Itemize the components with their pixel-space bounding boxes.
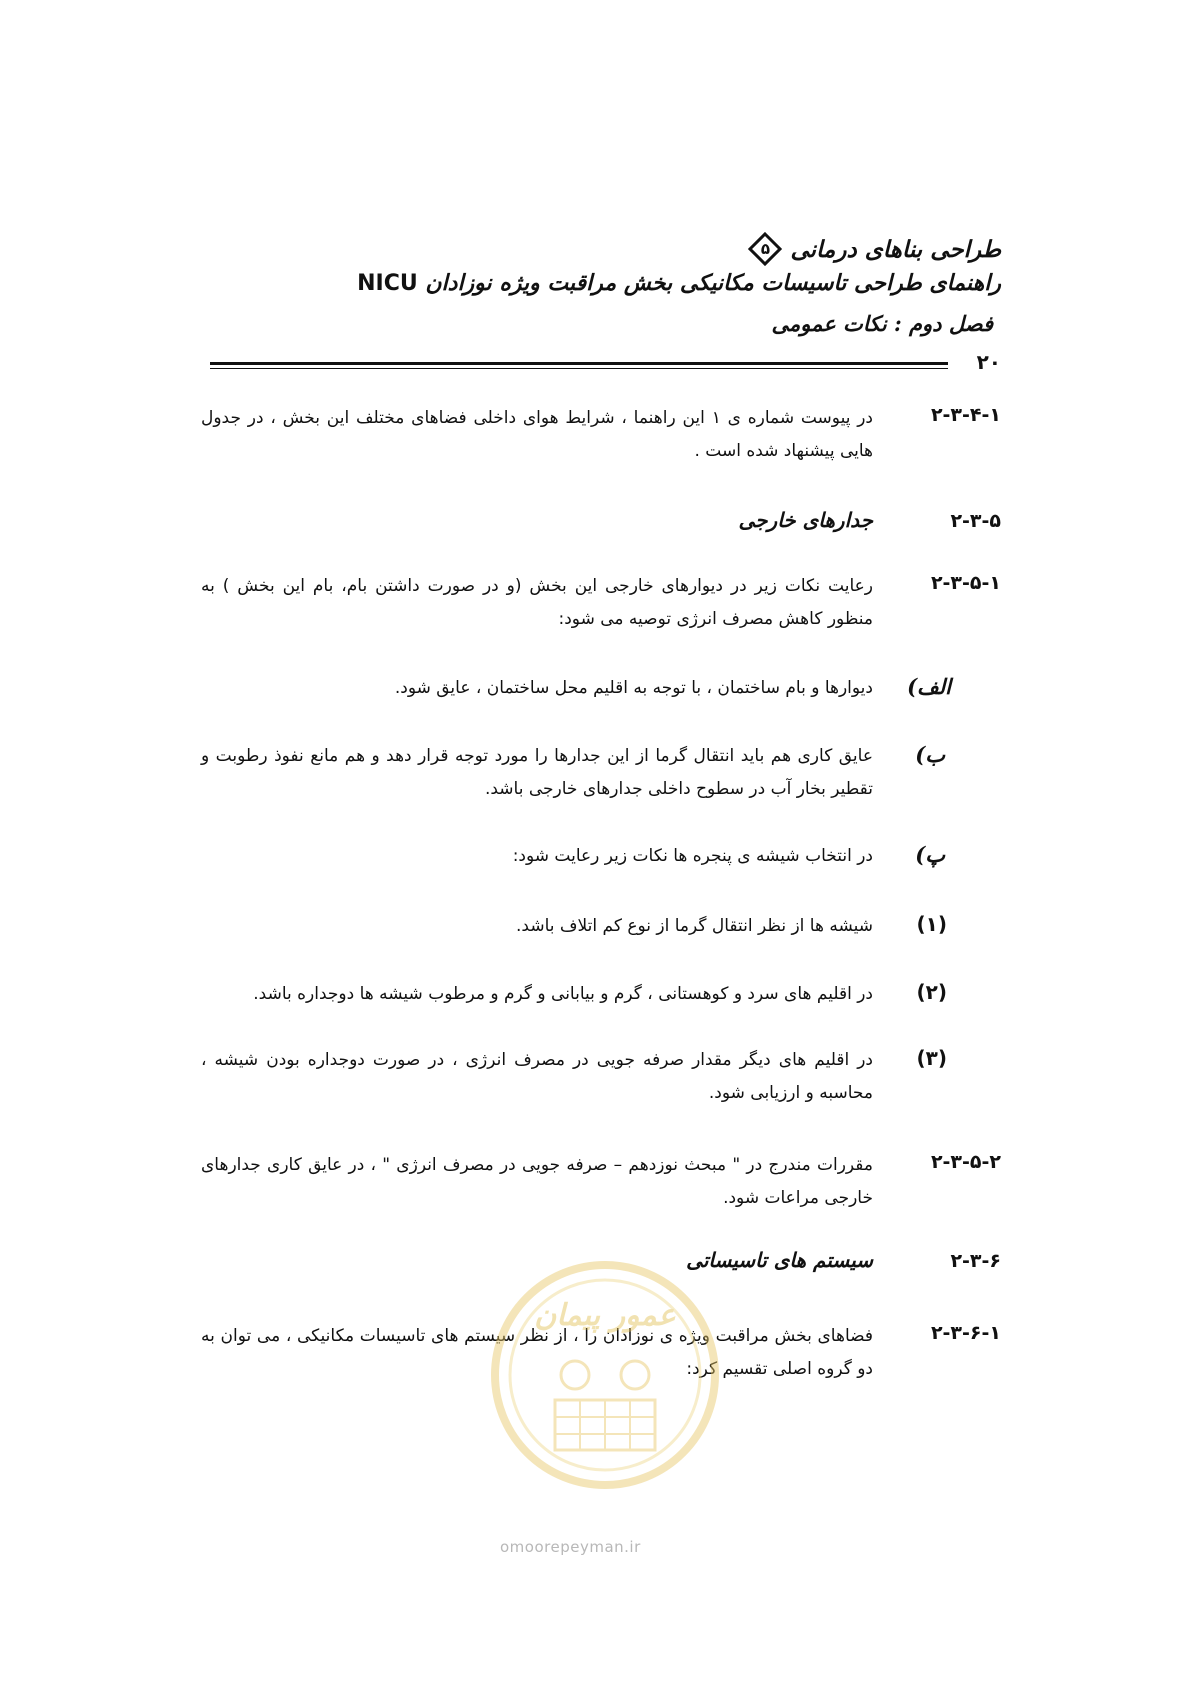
item-text: عایق کاری هم باید انتقال گرما از این جدارها را مورد توجه قرار دهد و هم مانع نفوذ رطوبت و تقطیر بخار آب در سطوح داخلی جدارهای خارجی باشد. [201,746,873,799]
section-number: ۲-۳-۵ [950,510,1001,532]
item-text: در اقلیم های سرد و کوهستانی ، گرم و بیابانی و گرم و مرطوب شیشه ها دوجداره باشد. [253,984,873,1004]
item-text: در پیوست شماره ی ۱ این راهنما ، شرایط هوای داخلی فضاهای مختلف این بخش ، در جدول هایی پیشنهاد شده است . [201,408,874,461]
item-text: مقررات مندرج در " مبحث نوزدهم – صرفه جویی در مصرف انرژی " ، در عایق کاری جدارهای خارجی مراعات شود. [201,1155,873,1208]
item-text: دیوارها و بام ساختمان ، با توجه به اقلیم محل ساختمان ، عایق شود. [394,678,873,698]
volume-number: ۵ [760,240,771,258]
page-number: ۲۰ [976,350,1001,374]
guide-abbr: NICU [357,271,418,296]
guide-title: راهنمای طراحی تاسیسات مکانیکی بخش مراقبت ویژه نوزادان [425,270,1001,296]
item-text: در انتخاب شیشه ی پنجره ها نکات زیر رعایت شود: [512,846,873,866]
item-label: (۳) [916,1046,947,1070]
guide-title-line [357,270,1001,296]
header-rule [210,362,948,369]
item-number: ۲-۳-۶-۱ [930,1322,1001,1344]
watermark-logo-icon [480,1250,730,1500]
item-label: (۲) [916,980,947,1004]
section-heading: سیستم های تاسیساتی [686,1248,873,1272]
item-text: رعایت نکات زیر در دیوارهای خارجی این بخش (و در صورت داشتن بام، بام این بخش ) به منظور کاهش مصرف انرژی توصیه می شود: [201,576,873,629]
volume-badge-icon [748,232,782,266]
item-label: الف) [907,674,951,699]
item-number: ۲-۳-۵-۲ [930,1151,1001,1173]
item-text: شیشه ها از نظر انتقال گرما از نوع کم اتلاف باشد. [516,916,873,936]
item-number: ۲-۳-۴-۱ [930,404,1001,426]
series-title: طراحی بناهای درمانی [790,235,1001,263]
section-heading: جدارهای خارجی [738,508,873,532]
item-label: ب) [915,742,945,767]
series-title-line [748,232,1001,266]
item-label: پ) [915,842,945,867]
section-number: ۲-۳-۶ [950,1250,1001,1272]
watermark-logo-text: عمور پیمان [534,1298,676,1333]
item-label: (۱) [916,912,947,936]
item-text: فضاهای بخش مراقبت ویژه ی نوزادان را ، از نظر سیستم های تاسیسات مکانیکی ، می توان به دو گروه اصلی تقسیم کرد: [201,1326,873,1379]
chapter-title: فصل دوم : نکات عمومی [771,311,993,336]
item-number: ۲-۳-۵-۱ [930,572,1001,594]
watermark-url: omoorepeyman.ir [500,1538,641,1556]
item-text: در اقلیم های دیگر مقدار صرفه جویی در مصرف انرژی ، در صورت دوجداره بودن شیشه ، محاسبه و ارزیابی شود. [201,1050,873,1103]
